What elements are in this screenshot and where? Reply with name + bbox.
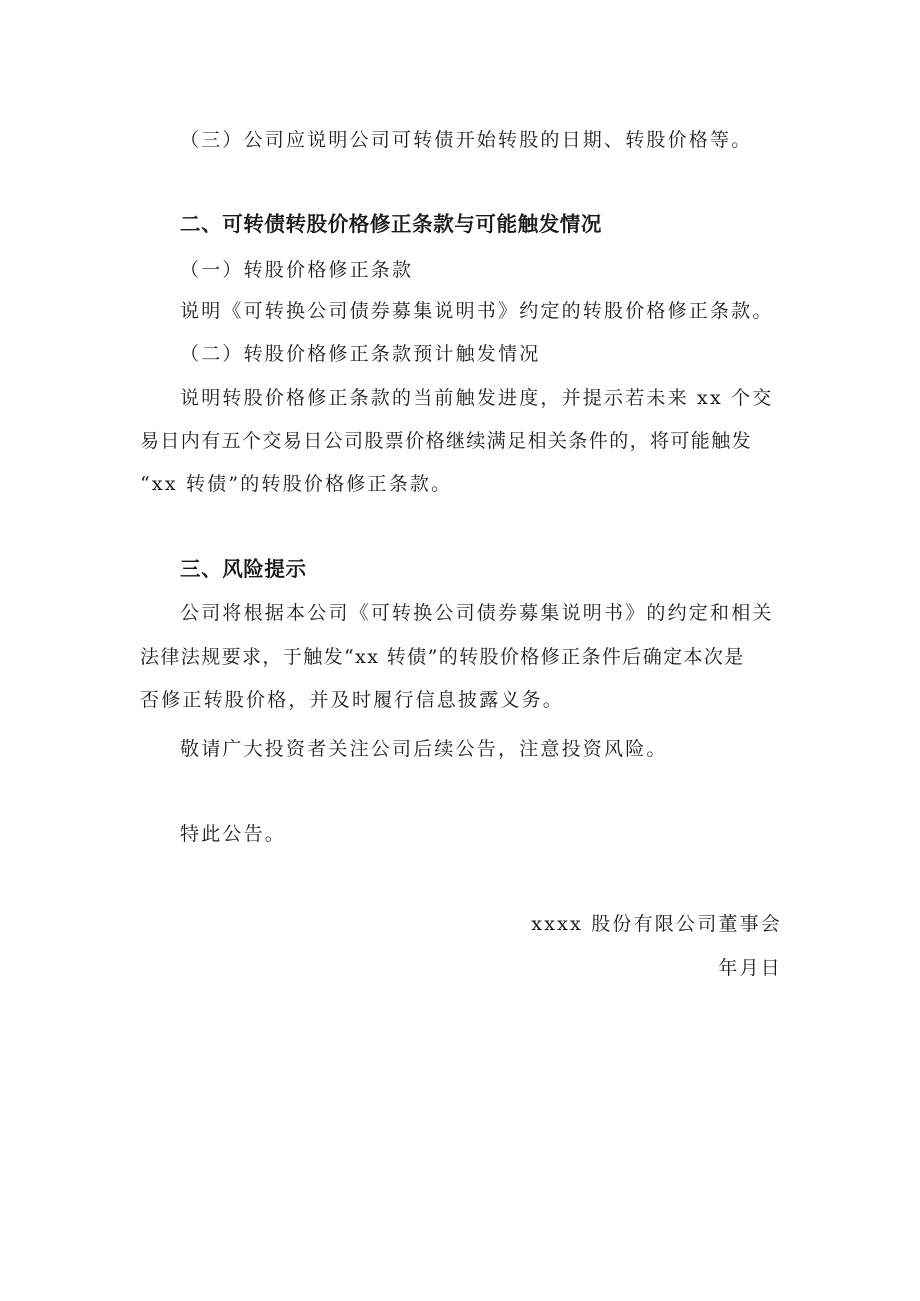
section2-sub2-body-line2: 易日内有五个交易日公司股票价格继续满足相关条件的，将可能触发 (140, 430, 753, 452)
section2-sub1-body: 说明《可转换公司债券募集说明书》约定的转股价格修正条款。 (180, 300, 774, 322)
section1-item3: （三）公司应说明公司可转债开始转股的日期、转股价格等。 (180, 129, 753, 151)
risk-notice: 敬请广大投资者关注公司后续公告，注意投资风险。 (180, 738, 668, 760)
signature-company: xxxx 股份有限公司董事会 (531, 913, 782, 935)
section3-body-line2: 法律法规要求，于触发“xx 转债”的转股价格修正条件后确定本次是 (140, 646, 745, 668)
section3-body-line3: 否修正转股价格，并及时履行信息披露义务。 (140, 689, 565, 711)
closing-statement: 特此公告。 (180, 823, 287, 845)
signature-date: 年月日 (718, 957, 782, 979)
section2-sub1-title: （一）转股价格修正条款 (180, 259, 414, 281)
section3-heading: 三、风险提示 (180, 557, 307, 581)
section3-body-line1: 公司将根据本公司《可转换公司债券募集说明书》的约定和相关 (180, 602, 774, 624)
section2-sub2-body-line1: 说明转股价格修正条款的当前触发进度，并提示若未来 xx 个交 (180, 387, 774, 409)
section2-sub2-body-line3: “xx 转债”的转股价格修正条款。 (140, 473, 453, 495)
section2-heading: 二、可转债转股价格修正条款与可能触发情况 (180, 212, 602, 236)
section2-sub2-title: （二）转股价格修正条款预计触发情况 (180, 343, 541, 365)
